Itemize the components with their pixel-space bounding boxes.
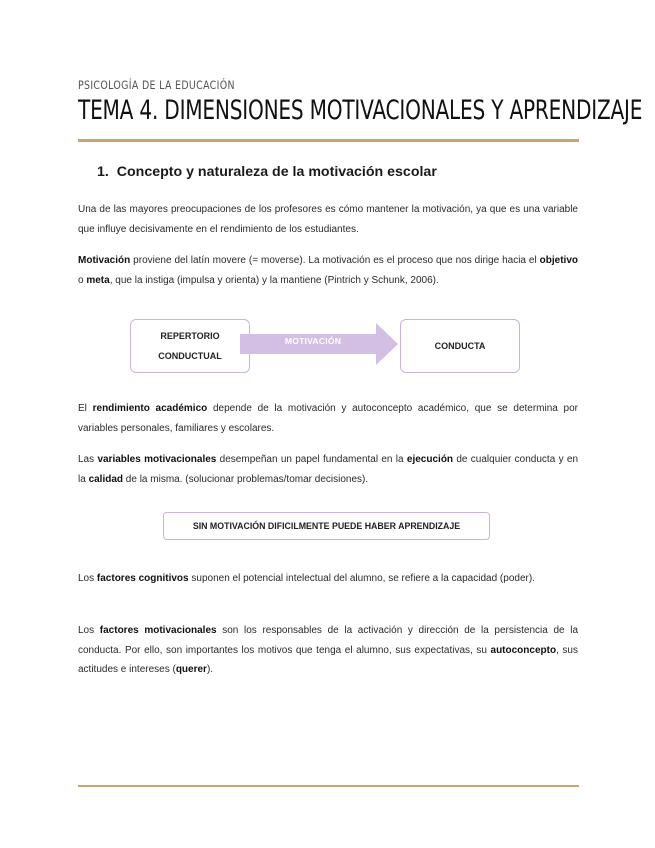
callout-banner: SIN MOTIVACIÓN DIFICILMENTE PUEDE HABER APRENDIZAJE xyxy=(163,512,490,540)
term-autoconcepto: autoconcepto xyxy=(490,644,557,656)
text-run: o xyxy=(78,274,87,286)
text-run: , que la instiga (impulsa y orienta) y la mantiene (Pintrich y Schunk, 2006). xyxy=(109,274,439,286)
section-number: 1. xyxy=(97,164,109,180)
text-run: proviene del latín movere (= moverse). La motivación es el proceso que nos dirige hacia el xyxy=(130,255,540,266)
paragraph-6 xyxy=(78,621,578,680)
footer-divider xyxy=(78,785,579,787)
diagram-box-conducta xyxy=(400,319,520,373)
term-factores-motivacionales: factores motivacionales xyxy=(99,625,217,636)
term-meta: meta xyxy=(86,274,110,286)
diagram-box-repertorio xyxy=(130,319,250,373)
paragraph-5 xyxy=(78,569,578,589)
text-run: ). xyxy=(206,664,214,675)
term-variables: variables motivacionales xyxy=(97,454,217,465)
subject-label: PSICOLOGÍA DE LA EDUCACIÓN xyxy=(78,78,235,92)
text-run: suponen el potencial intelectual del alumno, se refiere a la capacidad (poder). xyxy=(188,573,535,584)
text-run: El xyxy=(78,403,93,414)
term-querer: querer xyxy=(175,664,207,675)
text-run: Los xyxy=(78,625,100,636)
text-run: desempeñan un papel fundamental en la xyxy=(216,454,407,465)
header-divider xyxy=(78,139,579,142)
term-ejecucion: ejecución xyxy=(406,454,454,465)
section-title: Concepto y naturaleza de la motivación escolar xyxy=(116,164,437,180)
term-objetivo: objetivo xyxy=(539,255,578,266)
paragraph-4 xyxy=(78,450,578,489)
text-run: Las xyxy=(78,454,98,465)
paragraph-2 xyxy=(78,251,578,290)
diagram-box-label-line2: CONDUCTUAL xyxy=(158,351,222,361)
paragraph-3 xyxy=(78,399,578,438)
text-run: , sus actitudes e intereses ( xyxy=(78,644,578,675)
text-run: son los responsables de la activación y dirección de la persistencia de la conducta. Por ello, son importantes los motivos que tenga el alumno, sus expectativas, su xyxy=(78,625,579,656)
arrow-label: MOTIVACIÓN xyxy=(284,336,342,346)
term-motivacion: Motivación xyxy=(78,255,131,266)
term-rendimiento: rendimiento académico xyxy=(92,403,208,414)
term-calidad: calidad xyxy=(88,473,124,485)
page-title: TEMA 4. DIMENSIONES MOTIVACIONALES Y APRENDIZAJE xyxy=(78,95,643,126)
text-run: de la misma. (solucionar problemas/tomar decisiones). xyxy=(123,473,369,485)
paragraph-1: Una de las mayores preocupaciones de los profesores es cómo mantener la motivación, ya que es una variable que influye decisivamente en el rendimiento de los estudiantes. xyxy=(78,204,578,235)
diagram-box-label: CONDUCTA xyxy=(434,341,486,351)
text-run: de cualquier conducta y en la xyxy=(78,454,579,485)
section-heading xyxy=(97,164,437,180)
text-run: depende de la motivación y autoconcepto académico, que se determina por variables personales, familiares y escolares. xyxy=(78,403,579,434)
term-factores-cognitivos: factores cognitivos xyxy=(96,573,189,584)
text-run: Los xyxy=(78,573,97,584)
diagram-box-label-line1: REPERTORIO xyxy=(160,331,220,341)
